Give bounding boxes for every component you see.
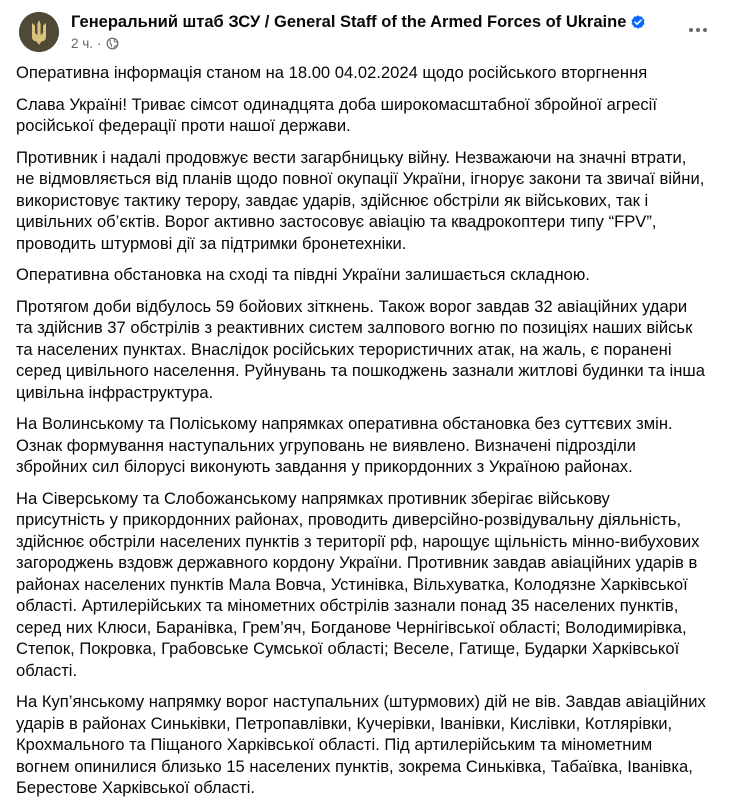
page-name[interactable]: Генеральний штаб ЗСУ / General Staff of the Armed Forces of Ukraine [71, 13, 627, 31]
post-paragraph-heading: Оперативна інформація станом на 18.00 04.02.2024 щодо російського вторгнення [16, 63, 648, 82]
post-paragraph: Слава Україні! Триває сімсот одинадцята доба широкомасштабної збройної агресії російської федерації проти нашої держави. [16, 94, 657, 135]
post-paragraph: Противник і надалі продовжує вести загарбницьку війну. Незважаючи на значні втрати, не відмовляється від планів щодо повної окупації України, ігнорує закони та звичаї війни, використовує тактику терору, завдає ударів, здійснює обстріли як військових, так і цивільних об’єктів. Ворог активно застосовує авіацію та квадрокоптери типу “FPV”, проводить штурмові дії за підтримки бронетехніки. [16, 147, 705, 253]
more-options-icon [688, 27, 708, 33]
post-body [16, 62, 730, 799]
globe-icon[interactable] [106, 37, 119, 50]
trident-emblem-icon [19, 12, 59, 52]
post-paragraph: На Волинському та Поліському напрямках оперативна обстановка без суттєвих змін. Ознак формування наступальних угруповань не виявлено. Визначені підрозділи збройних сил білорусі виконують завдання у прикордонних з Україною районах. [16, 414, 673, 476]
more-options-button[interactable] [682, 18, 714, 42]
post-paragraph: Оперативна обстановка на сході та півдні України залишається складною. [16, 265, 590, 284]
post-paragraph: Протягом доби відбулось 59 бойових зіткнень. Також ворог завдав 32 авіаційних удари та здійснив 37 обстрілів з реактивних систем залпового вогню по позиціях наших військ та населених пунктах. Внаслідок російських терористичних атак, на жаль, є поранені серед цивільного населення. Руйнувань та пошкоджень зазнали житлові будинки та інша цивільна інфраструктура. [16, 296, 705, 402]
meta-separator: · [97, 36, 102, 51]
post-time[interactable]: 2 ч. [71, 36, 94, 51]
page-avatar[interactable] [19, 12, 59, 52]
verified-badge-icon [630, 14, 646, 30]
post-paragraph: На Сіверському та Слобожанському напрямках противник зберігає військову присутність у прикордонних районах, проводить диверсійно-розвідувальну діяльність, здійснює обстріли населених пунктів з території рф, нарощує щільність мінно-вибухових загороджень вздовж державного кордону України. Противник завдав авіаційних ударів в районах населених пунктів Мала Вовча, Устинівка, Вільхуватка, Колодязне Харківської області. Артилерійських та мінометних обстрілів зазнали понад 35 населених пунктів, серед них Клюси, Баранівка, Грем’яч, Богданове Чернігівської області; Володимирівка, Степок, Покровка, Грабовське Сумської області; Веселе, Гатище, Бударки Харківської області. [16, 488, 700, 680]
page-name-link[interactable] [71, 13, 646, 32]
post-meta [71, 36, 119, 51]
post-paragraph: На Куп’янському напрямку ворог наступальних (штурмових) дій не вів. Завдав авіаційних ударів в районах Синьківки, Петропавлівки, Кучерівки, Іванівки, Кислівки, Котлярівки, Крохмального та Піщаного Харківської області. Під артилерійським та мінометним вогнем опинилися близько 15 населених пунктів, зокрема Синьківка, Табаївка, Іванівка, Берестове Харківської області. [16, 692, 706, 797]
post-header [16, 0, 730, 62]
